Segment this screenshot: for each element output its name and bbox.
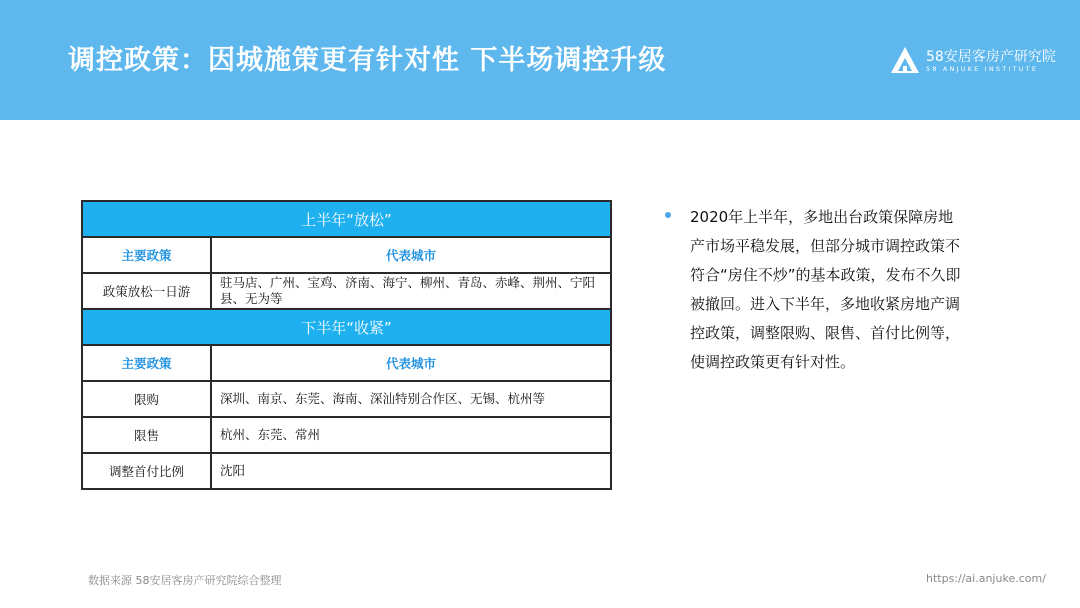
policy-table (81, 200, 612, 490)
cities-cell: 驻马店、广州、宝鸡、济南、海宁、柳州、青岛、赤峰、荆州、宁阳县、无为等 (211, 273, 611, 309)
page-title: 调控政策：因城施策更有针对性 下半场调控升级 (68, 45, 667, 76)
cities-cell: 沈阳 (211, 453, 611, 489)
policy-cell: 政策放松一日游 (82, 273, 211, 309)
logo-subtitle: 58 ANJUKE INSTITUTE (926, 65, 1039, 73)
cities-cell: 深圳、南京、东莞、海南、深汕特别合作区、无锡、杭州等 (211, 381, 611, 417)
brand-logo (890, 46, 1070, 78)
table-row (82, 381, 611, 417)
bullet-dot-icon (665, 212, 671, 218)
footer-url-link[interactable]: https://ai.anjuke.com/ (926, 572, 1046, 585)
band-row-first-half (82, 201, 611, 237)
band-row-second-half (82, 309, 611, 345)
cities-cell: 杭州、东莞、常州 (211, 417, 611, 453)
table-header-row (82, 237, 611, 273)
col-policy-header: 主要政策 (82, 345, 211, 381)
col-cities-header: 代表城市 (211, 237, 611, 273)
data-source-note: 数据来源 58安居客房产研究院综合整理 (88, 574, 282, 587)
table-header-row (82, 345, 611, 381)
summary-paragraph: 2020年上半年，多地出台政策保障房地产市场平稳发展，但部分城市调控政策不符合“房住不炒”的基本政策，发布不久即被撤回。进入下半年，多地收紧房地产调控政策，调整限购、限售、首付比例等，使调控政策更有针对性。 (690, 208, 961, 371)
table-row (82, 273, 611, 309)
anjuke-logo-icon (890, 46, 920, 74)
table-row (82, 417, 611, 453)
col-cities-header: 代表城市 (211, 345, 611, 381)
table-row (82, 453, 611, 489)
policy-cell: 限购 (82, 381, 211, 417)
header-banner (0, 0, 1080, 120)
policy-cell: 调整首付比例 (82, 453, 211, 489)
band-second-half: 下半年“收紧” (82, 309, 611, 345)
policy-cell: 限售 (82, 417, 211, 453)
band-first-half: 上半年“放松” (82, 201, 611, 237)
logo-name: 58安居客房产研究院 (926, 49, 1056, 65)
col-policy-header: 主要政策 (82, 237, 211, 273)
